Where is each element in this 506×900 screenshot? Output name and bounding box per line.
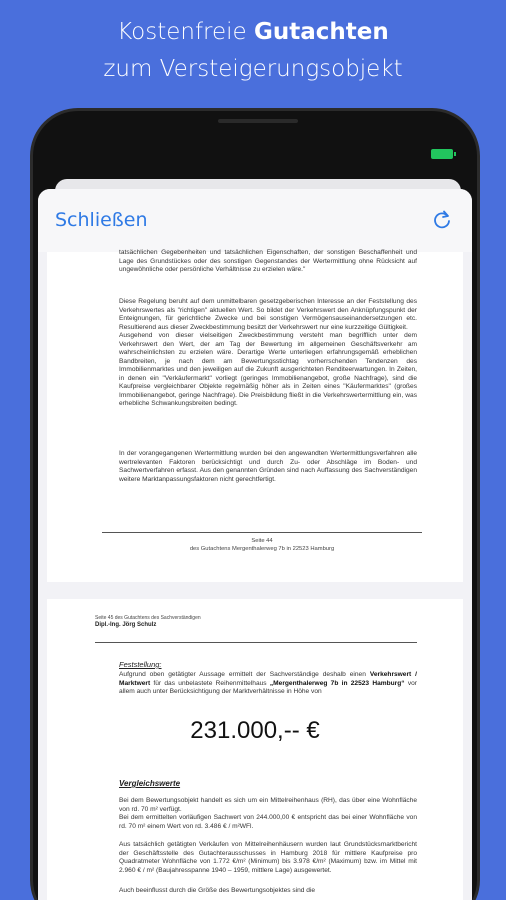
page-header-caption: Seite 45 des Gutachtens des Sachverständigen [95,615,201,621]
speaker-grille [218,119,298,123]
phone-frame [30,108,480,900]
page-footer-number: Seite 44 [251,538,273,544]
reload-icon[interactable] [430,208,454,232]
document-page-45 [47,599,463,900]
document-page-44 [47,249,463,582]
market-value-amount: 231.000,-- € [190,717,320,744]
modal-sheet [38,189,472,900]
page-footer-title: des Gutachtens Mergenthalerweg 7b in 22523 Hamburg [189,546,335,552]
header-divider [95,642,417,643]
paragraph: In der vorangegangenen Wertermittlung wurden bei den angewandten Wertermittlungsverfahren alle wertrelevanten Faktoren berücksichtigt und durch Zu- oder Abschläge im Boden- und Sachwertverfahren erfasst. Aus den genannten Gründen sind nach Auffassung des Sachverständigen weitere Marktanpassungsfaktoren nicht gerechtfertigt. [119,450,417,483]
feststellung-heading: Feststellung: [119,660,162,669]
paragraph: Bei dem Bewertungsobjekt handelt es sich um ein Mittelreihenhaus (RH), das über eine Wohnfläche von rd. 70 m² verfügt. [119,797,417,813]
paragraph: Diese Regelung beruht auf dem unmittelbaren gesetzgeberischen Interesse an der Feststellung des Verkehrswertes als "richtigen" aktuellen Wert. So bildet der Verkehrswert den Anknüpfungspunkt der Enteignungen, für gerichtliche Zwecke und bei sonstigen Vermögensauseinandersetzungen etc. Resultierend aus dieser Zweckbestimmung besitzt der Verkehrswert nur eine kurzzeitige Gültigkeit. [119,298,417,331]
vergleichswerte-heading: Vergleichswerte [119,779,181,788]
battery-icon [431,149,453,159]
paragraph: Auch beeinflusst durch die Größe des Bewertungsobjektes sind die [119,887,316,894]
footer-divider [102,532,422,533]
page-header-name: Dipl.-Ing. Jörg Schulz [95,622,157,628]
feststellung-paragraph: Aufgrund oben getätigter Aussage ermittelt der Sachverständige deshalb einen Verkehrswert / Marktwert für das unbelastete Reihenmittelhaus „Mergenthalerweg 7b in 22523 Hamburg“ vor allem auch unter Berücksichtigung der Marktverhältnisse in Höhe von [119,671,418,695]
paragraph: Aus tatsächlich getätigten Verkäufen von Mittelreihenhäusern wurden laut Grundstücksmarktbericht der Geschäftsstelle des Gutachterausschusses in Hamburg 2018 für mittlere Kaufpreise pro Quadratmeter Wohnfläche von 1.772 €/m² (Minimum) bis 3.978 €/m² (Maximum) bzw. im Mittel mit 2.960 € / m² (Baujahresspanne 1940 – 1959, mittlere Lage) ausgewertet. [119,841,417,874]
headline-line-1: Kostenfreie Gutachten [117,19,389,45]
paragraph: tatsächlichen Gegebenheiten und tatsächlichen Eigenschaften, der sonstigen Beschaffenheit und Lage des Grundstückes oder des sonstigen Gegenstandes der Wertermittlung ohne Rücksicht auf ungewöhnliche oder persönliche Verhältnisse zu erzielen wäre." [119,249,417,273]
close-button[interactable]: Schließen [55,209,148,231]
promo-headline [0,14,506,88]
headline-line-2: zum Versteigerungsobjekt [103,56,403,82]
top-bar [38,189,472,252]
paragraph: Bei dem ermittelten vorläufigen Sachwert von 244.000,00 € entspricht das bei einer Wohnfläche von rd. 70 m² einem Wert von rd. 3.486 € / m²WFl. [119,814,417,830]
paragraph: Ausgehend von dieser vielseitigen Zweckbestimmung versteht man begrifflich unter dem Verkehrswert den Wert, der am Tag der Bewertung im allgemeinen Geschäftsverkehr am wahrscheinlichsten zu erzielen wäre. Derartige Werte unterliegen erfahrungsgemäß erheblichen Bandbreiten, je nach dem am Bewertungsstichtag vorherrschenden Tendenzen des Immobilienmarktes und den jeweiligen auf die Zukunft ausgerichteten Renditeerwartungen. In Zeiten, in denen ein "Verkäufermarkt" vorliegt (geringes Immobilienangebot, große Nachfrage), sind die Kaufpreise vergleichbarer Objekte regelmäßig höher als in Zeiten eines "Käufermarktes" (großes Immobilienangebot, geringe Nachfrage). Die Preisbildung fließt in die Verkehrswertermittlung ein, was erhebliche Schwankungsbreiten bedingt. [119,332,417,407]
